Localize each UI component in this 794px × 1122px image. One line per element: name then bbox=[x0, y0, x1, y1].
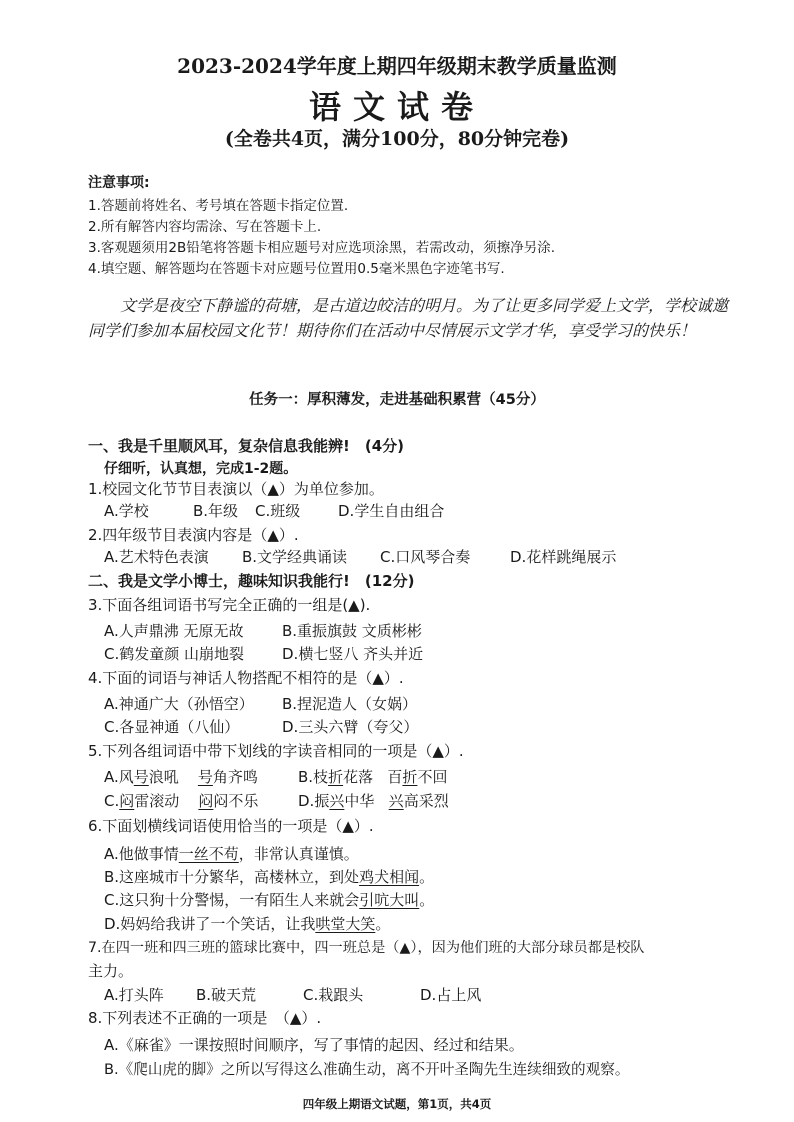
q6-option-c bbox=[104, 889, 434, 910]
q5-option-d bbox=[298, 790, 449, 811]
q6-d-underlined-phrase: 哄堂大笑 bbox=[315, 915, 376, 933]
question-1-stem: 1.校园文化节节目表演以（▲）为单位参加。 bbox=[88, 480, 384, 498]
q7-option-a: A.打头阵 bbox=[104, 986, 164, 1004]
q6-a-text: A.他做事情 bbox=[104, 845, 179, 863]
intro-paragraph: 文学是夜空下静谧的荷塘，是古道边皎洁的明月。为了让更多同学爱上文学，学校诚邀同学们参加本届校园文化节！期待你们在活动中尽情展示文学才华，享受学习的快乐！ bbox=[88, 296, 729, 340]
q4-option-c: C.各显神通（八仙） bbox=[104, 718, 240, 736]
q5-b-text: 百 bbox=[387, 768, 403, 786]
q7-option-d: D.占上风 bbox=[420, 986, 482, 1004]
section-one-instruction: 仔细听，认真想，完成1-2题。 bbox=[104, 461, 298, 477]
q6-d-text: 。 bbox=[375, 915, 391, 933]
section-two-heading: 二、我是文学小博士，趣味知识我能行! (12分) bbox=[88, 572, 415, 590]
q6-option-b bbox=[104, 866, 434, 887]
q4-option-d: D.三头六臂（夸父） bbox=[282, 718, 419, 736]
q3-option-d: D.横七竖八 齐头并近 bbox=[282, 645, 424, 663]
q6-c-text: C.这只狗十分警惕，一有陌生人来就会 bbox=[104, 891, 360, 909]
note-item: 2.所有解答内容均需涂、写在答题卡上. bbox=[88, 219, 322, 235]
q8-option-b: B.《爬山虎的脚》之所以写得这么准确生动，离不开叶圣陶先生连续细致的观察。 bbox=[104, 1061, 630, 1078]
q1-option-d: D.学生自由组合 bbox=[338, 502, 445, 520]
page-footer: 四年级上期语文试题，第1页，共4页 bbox=[302, 1097, 492, 1111]
q5-c-text: C. bbox=[104, 792, 120, 810]
q6-a-underlined-phrase: 一丝不苟 bbox=[178, 845, 239, 863]
q6-c-text: 。 bbox=[419, 891, 435, 909]
q5-option-b bbox=[298, 766, 447, 787]
note-item: 1.答题前将姓名、考号填在答题卡指定位置. bbox=[88, 198, 349, 214]
q5-a-text: 浪吼 bbox=[148, 768, 179, 786]
q5-a-underlined-char: 号 bbox=[197, 768, 213, 786]
task-one-heading: 任务一：厚积薄发，走进基础积累营（45分） bbox=[249, 392, 545, 408]
question-5-stem: 5.下列各组词语中带下划线的字读音相同的一项是（▲）. bbox=[88, 742, 464, 760]
q6-c-underlined-phrase: 引吭大叫 bbox=[359, 891, 420, 909]
section-one-heading: 一、我是千里顺风耳，复杂信息我能辨! (4分) bbox=[88, 437, 404, 455]
q5-b-text: B.枝 bbox=[298, 768, 329, 786]
note-item: 4.填空题、解答题均在答题卡对应题号位置用0.5毫米黑色字迹笔书写. bbox=[88, 261, 505, 277]
q5-d-text: 中华 bbox=[344, 792, 375, 810]
q6-b-text: B.这座城市十分繁华，高楼林立，到处 bbox=[104, 868, 360, 886]
q5-d-underlined-char: 兴 bbox=[388, 792, 404, 810]
q1-option-a: A.学校 bbox=[104, 502, 149, 520]
notes-heading: 注意事项: bbox=[88, 175, 150, 191]
q5-c-text: 闷不乐 bbox=[213, 792, 259, 810]
q6-option-a bbox=[104, 843, 359, 864]
q5-b-text: 不回 bbox=[417, 768, 448, 786]
exam-info: (全卷共4页，满分100分，80分钟完卷) bbox=[224, 128, 570, 150]
q5-d-underlined-char: 兴 bbox=[329, 792, 345, 810]
question-7-stem-continued: 主力。 bbox=[88, 962, 134, 980]
question-7-stem: 7.在四一班和四三班的篮球比赛中，四一班总是（▲），因为他们班的大部分球员都是校队 bbox=[88, 940, 645, 956]
q6-a-text: ，非常认真谨慎。 bbox=[238, 845, 359, 863]
q5-c-underlined-char: 闷 bbox=[119, 792, 135, 810]
question-2-stem: 2.四年级节目表演内容是（▲）. bbox=[88, 526, 299, 544]
question-8-stem: 8.下列表述不正确的一项是 （▲）. bbox=[88, 1009, 322, 1027]
q5-c-text: 雷滚动 bbox=[134, 792, 180, 810]
q2-option-a: A.艺术特色表演 bbox=[104, 548, 209, 566]
q5-a-text: A.风 bbox=[104, 768, 134, 786]
q2-option-d: D.花样跳绳展示 bbox=[510, 548, 617, 566]
q7-option-c: C.栽跟头 bbox=[303, 986, 364, 1004]
q5-b-underlined-char: 折 bbox=[328, 768, 344, 786]
q5-b-underlined-char: 折 bbox=[402, 768, 418, 786]
question-3-stem: 3.下面各组词语书写完全正确的一组是(▲). bbox=[88, 596, 371, 614]
q1-option-b: B.年级 bbox=[193, 502, 239, 520]
q6-option-d bbox=[104, 913, 390, 934]
question-4-stem: 4.下面的词语与神话人物搭配不相符的是（▲）. bbox=[88, 669, 404, 687]
exam-title: 2023-2024学年度上期四年级期末教学质量监测 bbox=[177, 54, 617, 78]
q5-c-underlined-char: 闷 bbox=[198, 792, 214, 810]
q5-d-text: 高采烈 bbox=[403, 792, 449, 810]
q3-option-c: C.鹤发童颜 山崩地裂 bbox=[104, 645, 245, 663]
q6-d-text: D.妈妈给我讲了一个笑话，让我 bbox=[104, 915, 316, 933]
q6-b-text: 。 bbox=[419, 868, 435, 886]
q5-a-underlined-char: 号 bbox=[133, 768, 149, 786]
question-6-stem: 6.下面划横线词语使用恰当的一项是（▲）. bbox=[88, 817, 374, 835]
note-item: 3.客观题须用2B铅笔将答题卡相应题号对应选项涂黑，若需改动，须擦净另涂. bbox=[88, 240, 556, 256]
q3-option-b: B.重振旗鼓 文质彬彬 bbox=[282, 622, 422, 640]
q5-option-c bbox=[104, 790, 258, 811]
q3-option-a: A.人声鼎沸 无原无故 bbox=[104, 622, 244, 640]
q4-option-a: A.神通广大（孙悟空） bbox=[104, 695, 254, 713]
q7-option-b: B.破天荒 bbox=[196, 986, 257, 1004]
subject-title: 语文试卷 bbox=[308, 88, 485, 126]
q5-a-text: 角齐鸣 bbox=[212, 768, 258, 786]
q5-d-text: D.振 bbox=[298, 792, 330, 810]
q8-option-a: A.《麻雀》一课按照时间顺序，写了事情的起因、经过和结果。 bbox=[104, 1036, 524, 1054]
q5-option-a bbox=[104, 766, 258, 787]
q4-option-b: B.捏泥造人（女娲） bbox=[282, 695, 418, 713]
q6-b-underlined-phrase: 鸡犬相闻 bbox=[359, 868, 420, 886]
q2-option-c: C.口风琴合奏 bbox=[380, 548, 471, 566]
q1-option-c: C.班级 bbox=[255, 502, 301, 520]
q5-b-text: 花落 bbox=[343, 768, 374, 786]
q2-option-b: B.文学经典诵读 bbox=[242, 548, 348, 566]
